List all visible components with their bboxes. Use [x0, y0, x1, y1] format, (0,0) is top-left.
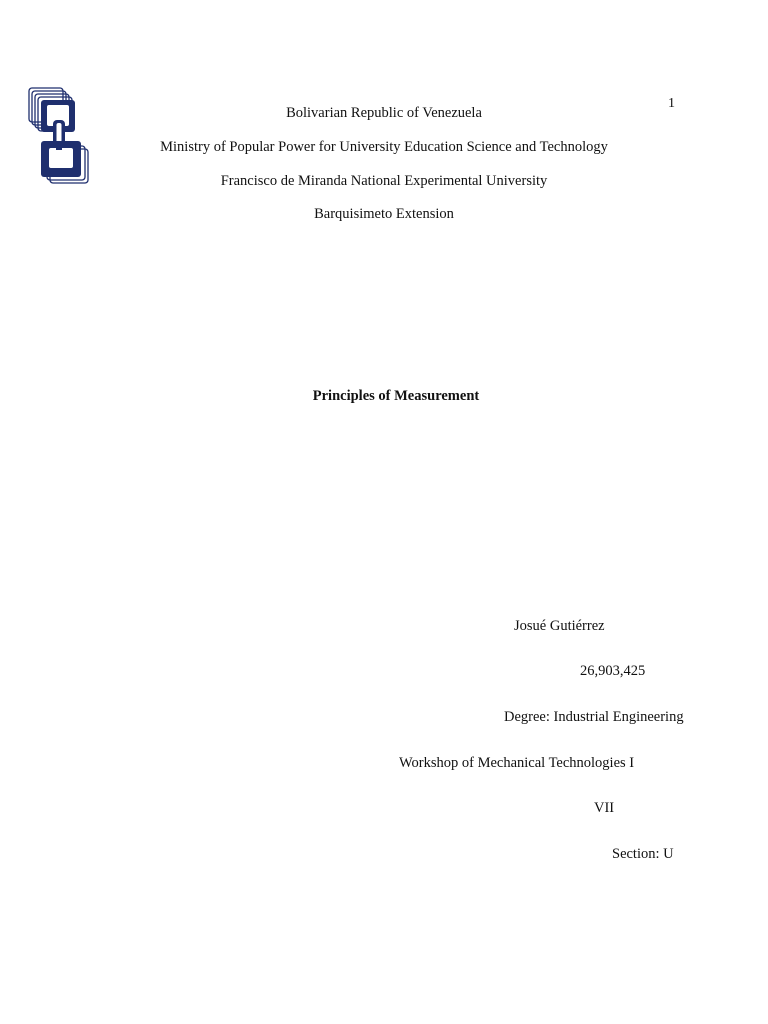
ministry-line: Ministry of Popular Power for University Education Science and Technology	[160, 139, 608, 155]
country-line: Bolivarian Republic of Venezuela	[286, 105, 482, 121]
course-line: Workshop of Mechanical Technologies I	[399, 755, 635, 771]
semester-line: VII	[594, 800, 615, 816]
extension-line: Barquisimeto Extension	[314, 206, 454, 222]
university-line: Francisco de Miranda National Experimental University	[220, 173, 548, 189]
author-name: Josué Gutiérrez	[514, 618, 605, 634]
page-number: 1	[668, 96, 675, 111]
student-id: 26,903,425	[580, 663, 646, 679]
document-title: Principles of Measurement	[312, 388, 480, 404]
section-line: Section: U	[612, 846, 674, 862]
university-logo-icon	[27, 86, 91, 186]
degree-line: Degree: Industrial Engineering	[504, 709, 684, 725]
